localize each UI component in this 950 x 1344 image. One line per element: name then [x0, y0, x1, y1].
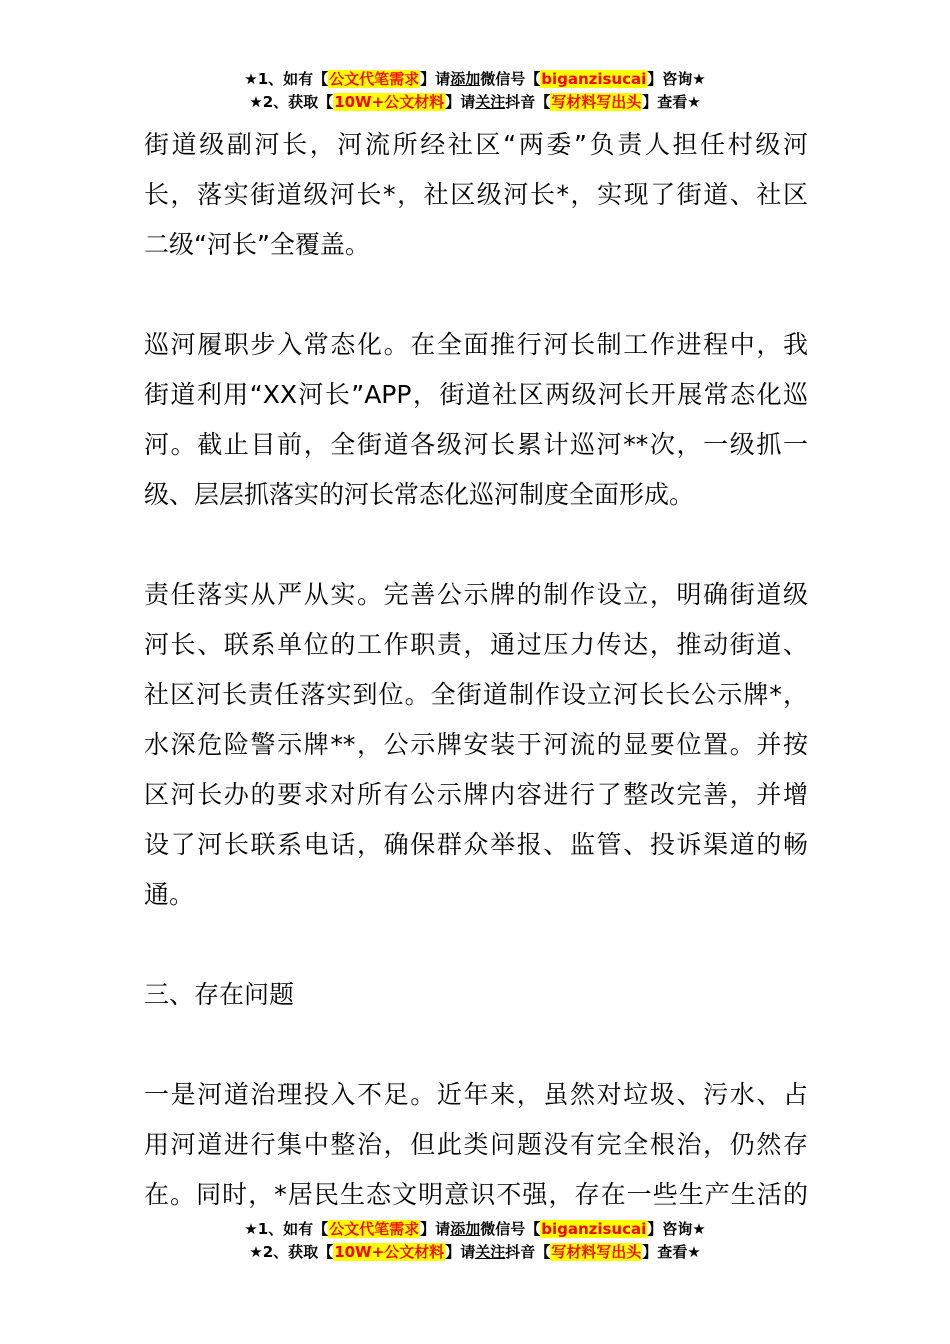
text-line: 设了河长联系电话，确保群众举报、监管、投诉渠道的畅	[144, 830, 808, 859]
banner-text: 】请	[445, 93, 476, 111]
banner-text: 微信号【	[480, 1220, 541, 1238]
banner-text: ★2、获取【	[249, 93, 334, 111]
highlight-douyin: 写材料写出头	[551, 93, 642, 111]
highlight-wechat-id: biganzisucai	[541, 70, 647, 88]
bottom-banner	[0, 1218, 950, 1264]
banner-text: 】请	[420, 70, 451, 88]
text-line: 街道级副河长，河流所经社区“两委”负责人担任村级河	[144, 130, 808, 159]
banner-text: 抖音【	[505, 1243, 551, 1261]
banner-text: ★2、获取【	[249, 1243, 334, 1261]
text-line: 社区河长责任落实到位。全街道制作设立河长长公示牌*，	[144, 680, 808, 709]
top-banner	[0, 68, 950, 114]
text-line: 级、层层抓落实的河长常态化巡河制度全面形成。	[144, 480, 695, 509]
underlined-text: 添加	[450, 70, 481, 88]
text-line: 河长、联系单位的工作职责，通过压力传达，推动街道、	[144, 630, 808, 659]
banner-line-1	[0, 1218, 950, 1241]
highlight-douyin: 写材料写出头	[551, 1243, 642, 1261]
text-line: 责任落实从严从实。完善公示牌的制作设立，明确街道级	[144, 580, 808, 609]
underlined-text: 关注	[475, 93, 506, 111]
paragraph-5	[144, 1070, 808, 1220]
paragraph-2	[144, 320, 808, 520]
text-line: 巡河履职步入常态化。在全面推行河长制工作进程中，我	[144, 330, 808, 359]
paragraph-3	[144, 570, 808, 920]
text-line: 用河道进行集中整治，但此类问题没有完全根治，仍然存	[144, 1130, 808, 1159]
underlined-text: 关注	[475, 1243, 506, 1261]
section-heading	[144, 970, 808, 1020]
banner-text: 】请	[420, 1220, 451, 1238]
banner-text: ★1、如有【	[244, 70, 329, 88]
highlight-material: 10W+公文材料	[334, 1243, 445, 1261]
banner-text: 】咨询★	[647, 1220, 706, 1238]
text-line: 二级“河长”全覆盖。	[144, 230, 370, 259]
banner-text: ★1、如有【	[244, 1220, 329, 1238]
text-line: 通。	[144, 880, 195, 909]
text-line: 一是河道治理投入不足。近年来，虽然对垃圾、污水、占	[144, 1080, 808, 1109]
section-heading-text: 三、存在问题	[144, 980, 295, 1009]
highlight-service: 公文代笔需求	[329, 70, 420, 88]
banner-text: 抖音【	[505, 93, 551, 111]
highlight-service: 公文代笔需求	[329, 1220, 420, 1238]
text-line: 在。同时，*居民生态文明意识不强，存在一些生产生活的	[144, 1180, 808, 1209]
banner-text: 】查看★	[642, 1243, 701, 1261]
document-body	[144, 120, 808, 1220]
paragraph-1	[144, 120, 808, 270]
banner-line-2	[0, 91, 950, 114]
banner-text: 微信号【	[480, 70, 541, 88]
text-line: 水深危险警示牌**，公示牌安装于河流的显要位置。并按	[144, 730, 808, 759]
banner-text: 】咨询★	[647, 70, 706, 88]
text-line: 区河长办的要求对所有公示牌内容进行了整改完善，并增	[144, 780, 808, 809]
text-line: 长，落实街道级河长*，社区级河长*，实现了街道、社区	[144, 180, 808, 209]
text-line: 河。截止目前，全街道各级河长累计巡河**次，一级抓一	[144, 430, 808, 459]
banner-line-1	[0, 68, 950, 91]
highlight-wechat-id: biganzisucai	[541, 1220, 647, 1238]
banner-text: 】请	[445, 1243, 476, 1261]
banner-text: 】查看★	[642, 93, 701, 111]
banner-line-2	[0, 1241, 950, 1264]
underlined-text: 添加	[450, 1220, 481, 1238]
text-line: 街道利用“XX河长”APP，街道社区两级河长开展常态化巡	[144, 380, 808, 409]
highlight-material: 10W+公文材料	[334, 93, 445, 111]
